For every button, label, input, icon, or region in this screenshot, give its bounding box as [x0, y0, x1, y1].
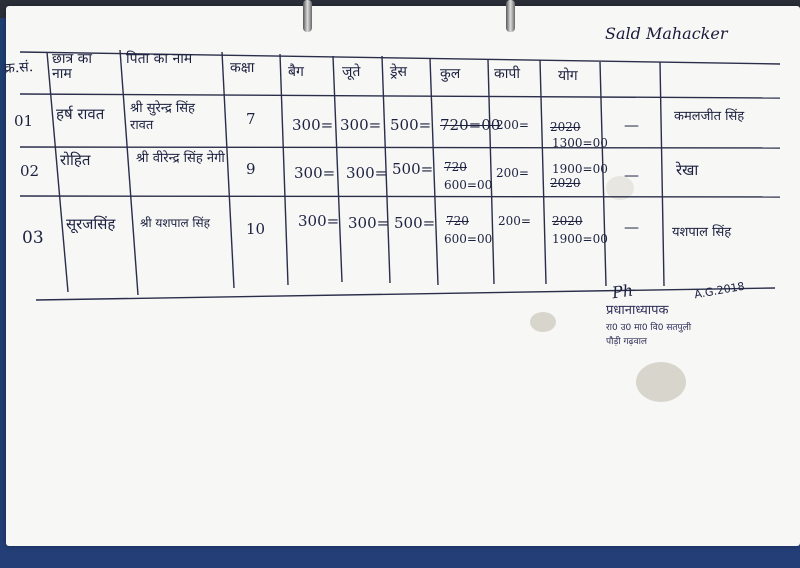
- column-header-serial: क्र.सं.: [3, 59, 34, 77]
- row-2-shoes: 300=: [346, 164, 388, 182]
- row-1-father-name: श्री सुरेन्द्र सिंह रावत: [130, 101, 195, 133]
- stamp-school: रा0 उ0 मा0 वि0 सतपुली: [606, 323, 692, 333]
- header-note: Sald Mahacker: [605, 24, 728, 43]
- headmaster-signature: Ph: [610, 280, 635, 303]
- row-2-bag: 300=: [294, 164, 336, 182]
- row-2-total-struck: 720: [444, 160, 467, 174]
- column-header-student-name: छात्र का नाम: [52, 51, 92, 82]
- column-header-dress: ड्रेस: [390, 64, 407, 80]
- row-2-dress: 500=: [392, 160, 434, 178]
- row-3-sum-struck: 2020: [552, 214, 583, 228]
- row-2-sum-struck: 2020: [550, 176, 581, 190]
- row-1-sum-struck: 2020: [550, 120, 581, 134]
- stamp-title: प्रधानाध्यापक: [606, 303, 669, 318]
- row-3-father-name: श्री यशपाल सिंह: [140, 216, 211, 230]
- row-3-shoes: 300=: [348, 214, 390, 232]
- row-2-sign: रेखा: [676, 161, 699, 179]
- row-3-class: 10: [246, 220, 266, 238]
- row-3-dash: —: [624, 218, 639, 236]
- row-1-class: 7: [246, 110, 256, 128]
- column-header-father-name: पिता का नाम: [126, 51, 193, 67]
- column-header-bag: बैग: [288, 64, 304, 80]
- row-2-sum: 1900=00: [552, 162, 608, 176]
- row-1-sum: 1300=00: [552, 136, 608, 150]
- row-2-student-name: रोहित: [60, 151, 91, 169]
- row-3-sign: यशपाल सिंह: [672, 225, 732, 240]
- headmaster-stamp: [606, 300, 691, 347]
- column-header-copy: कापी: [494, 66, 520, 82]
- row-1-dash: —: [624, 116, 639, 134]
- row-1-copy: 200=: [496, 118, 529, 132]
- row-3-sum: 1900=00: [552, 232, 608, 246]
- row-3-total: 600=00: [444, 232, 493, 246]
- row-1-sign: कमलजीत सिंह: [674, 109, 745, 124]
- row-3-serial: 03: [22, 228, 44, 248]
- column-header-shoes: जूते: [342, 64, 361, 80]
- row-1-serial: 01: [14, 112, 34, 130]
- row-2-serial: 02: [20, 162, 40, 180]
- row-1-bag: 300=: [292, 116, 334, 134]
- row-2-class: 9: [246, 160, 256, 178]
- row-1-shoes: 300=: [340, 116, 382, 134]
- row-2-copy: 200=: [496, 166, 529, 180]
- column-header-sum: योग: [558, 68, 578, 84]
- row-3-dress: 500=: [394, 214, 436, 232]
- stamp-district: पौड़ी गढ़वाल: [606, 337, 648, 347]
- row-1-student-name: हर्ष रावत: [56, 105, 105, 123]
- row-3-copy: 200=: [498, 214, 531, 228]
- row-1-dress: 500=: [390, 116, 432, 134]
- row-2-total: 600=00: [444, 178, 493, 192]
- row-3-total-struck: 720: [446, 214, 469, 228]
- row-2-dash: —: [624, 166, 639, 184]
- column-header-class: कक्षा: [230, 60, 255, 76]
- row-2-father-name: श्री वीरेन्द्र सिंह नेगी: [136, 151, 225, 166]
- column-header-total: कुल: [440, 66, 461, 82]
- row-3-student-name: सूरजसिंह: [66, 215, 116, 233]
- row-3-bag: 300=: [298, 212, 340, 230]
- signature-date: A.G.2018: [693, 279, 746, 302]
- row-1-total-struck: 720=00: [440, 116, 501, 134]
